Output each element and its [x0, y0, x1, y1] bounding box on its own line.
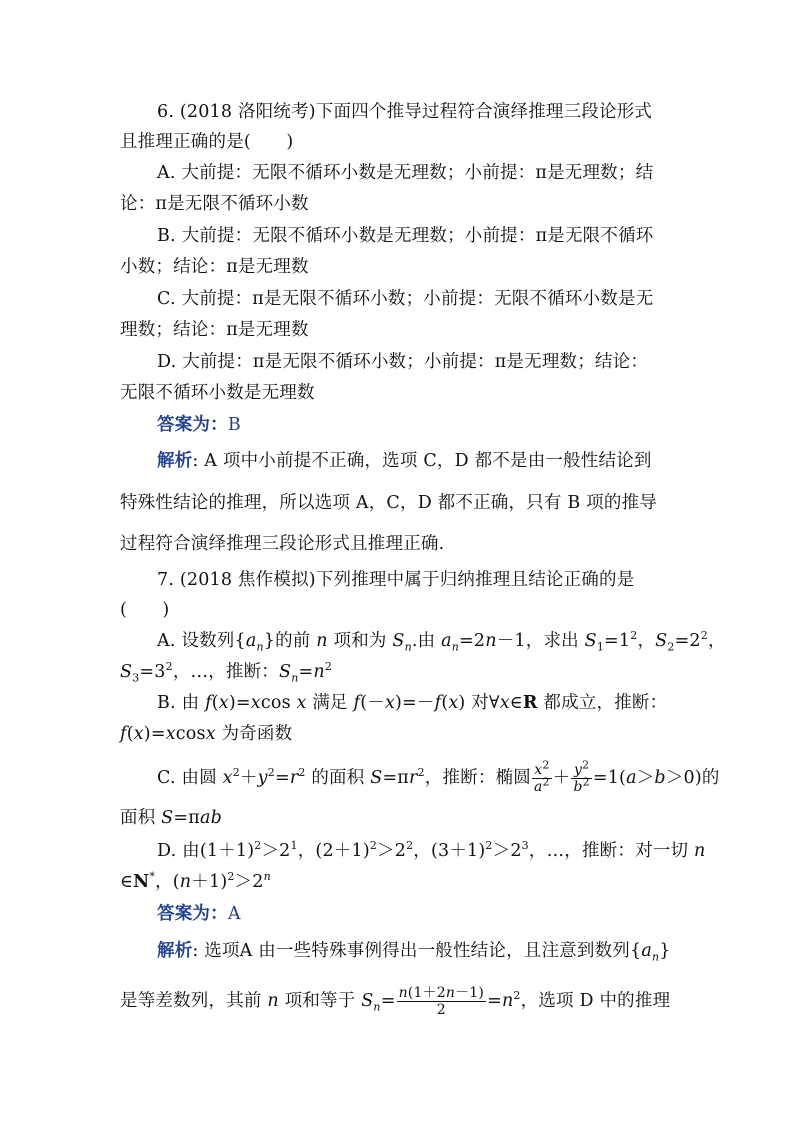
q7-analysis-line1: 解析: 选项A 由一些特殊事例得出一般性结论，且注意到数列$\{a_n\}$: [157, 941, 671, 964]
q7-analysis-line2: 是等差数列，其前 n 项和等于 $S_n=$ $\frac{n(1+2n-1)}{2}$ $=n^2$，选项 D 中的推理: [120, 985, 671, 1018]
q6-analysis-line1: [157, 449, 652, 473]
q7-answer: [157, 902, 241, 926]
answer-value: A: [227, 904, 241, 924]
q7-stem-line1: 7. (2018 焦作模拟)下列推理中属于归纳推理且结论正确的是: [157, 570, 635, 590]
answer-value: B: [227, 415, 241, 435]
q6-analysis-line3: 过程符合演绎推理三段论形式且推理正确.: [120, 534, 445, 554]
q6-answer: [157, 413, 241, 437]
fraction-x2-a2: $\frac{x^2}{a^2}$: [534, 758, 550, 795]
q7-option-c-line1: C. 由圆 $x^2+y^2=r^2$ 的面积 $S=\pi r^2$，推断：椭圆 $\frac{x^2}{a^2}$ ＋ $\frac{y^2}{b^2}$ =1(a＞b＞0)的: [157, 758, 720, 795]
q6-option-c-line1: C. 大前提：π是无限不循环小数；小前提：无限不循环小数是无: [157, 289, 654, 309]
q6-option-a-line1: A. 大前提：无限不循环小数是无理数；小前提：π是无理数；结: [157, 163, 654, 183]
q6-analysis-line2: 特殊性结论的推理，所以选项 A，C，D 都不正确，只有 B 项的推导: [120, 493, 657, 513]
fraction-sum-formula: $\frac{n(1+2n-1)}{2}$: [398, 985, 485, 1018]
analysis-tail: 选项 D 中的推理: [538, 991, 671, 1011]
q6-option-d-line2: 无限不循环小数是无理数: [120, 383, 315, 403]
q6-option-b-line2: 小数；结论：π是无理数: [120, 257, 309, 277]
analysis-label: 解析: [157, 941, 193, 961]
q7-option-b-line2: f(x)=xcosx 为奇函数: [120, 724, 293, 744]
q7-option-a-line1: A. 设数列$\{a_n\}$的前 n 项和为 $S_n$.由 $a_n=2n-1$，求出 $S_1=1^2$，$S_2=2^2$，: [157, 629, 726, 654]
analysis-text: : A 项中小前提不正确，选项 C，D 都不是由一般性结论到: [192, 451, 652, 471]
answer-label: 答案为：: [157, 904, 228, 924]
q7-option-b-line1: B. 由 f(x)=xcos x 满足 f(－x)=－f(x) 对∀x∈R 都成立，推断：: [157, 693, 668, 713]
q7-option-d-line1: D. 由$(1+1)^2>2^1$，$(2+1)^2>2^2$，$(3+1)^2>2^3$，…，推断：对一切 n: [157, 839, 706, 861]
q6-stem-line2: 且推理正确的是( ): [120, 132, 294, 152]
fraction-y2-b2: $\frac{y^2}{b^2}$: [573, 758, 590, 795]
q7-option-c-line2: 面积 S=πab: [120, 808, 222, 828]
answer-label: 答案为：: [157, 415, 228, 435]
q7-stem-line2: ( ): [120, 600, 170, 620]
q6-option-c-line2: 理数；结论：π是无理数: [120, 320, 309, 340]
q6-option-d-line1: D. 大前提：π是无限不循环小数；小前提：π是无理数；结论：: [157, 352, 649, 372]
q7-option-d-line2: ∈N*，$(n+1)^2>2^n$: [120, 870, 271, 892]
q6-option-a-line2: 论：π是无限不循环小数: [120, 194, 309, 214]
analysis-label: 解析: [157, 451, 193, 471]
q7-option-a-line2: $S_3=3^2$，…，推断：$S_n=n^2$: [120, 660, 333, 685]
q6-option-b-line1: B. 大前提：无限不循环小数是无理数；小前提：π是无限不循环: [157, 226, 654, 246]
q6-stem-line1: 6. (2018 洛阳统考)下面四个推导过程符合演绎推理三段论形式: [157, 102, 653, 122]
